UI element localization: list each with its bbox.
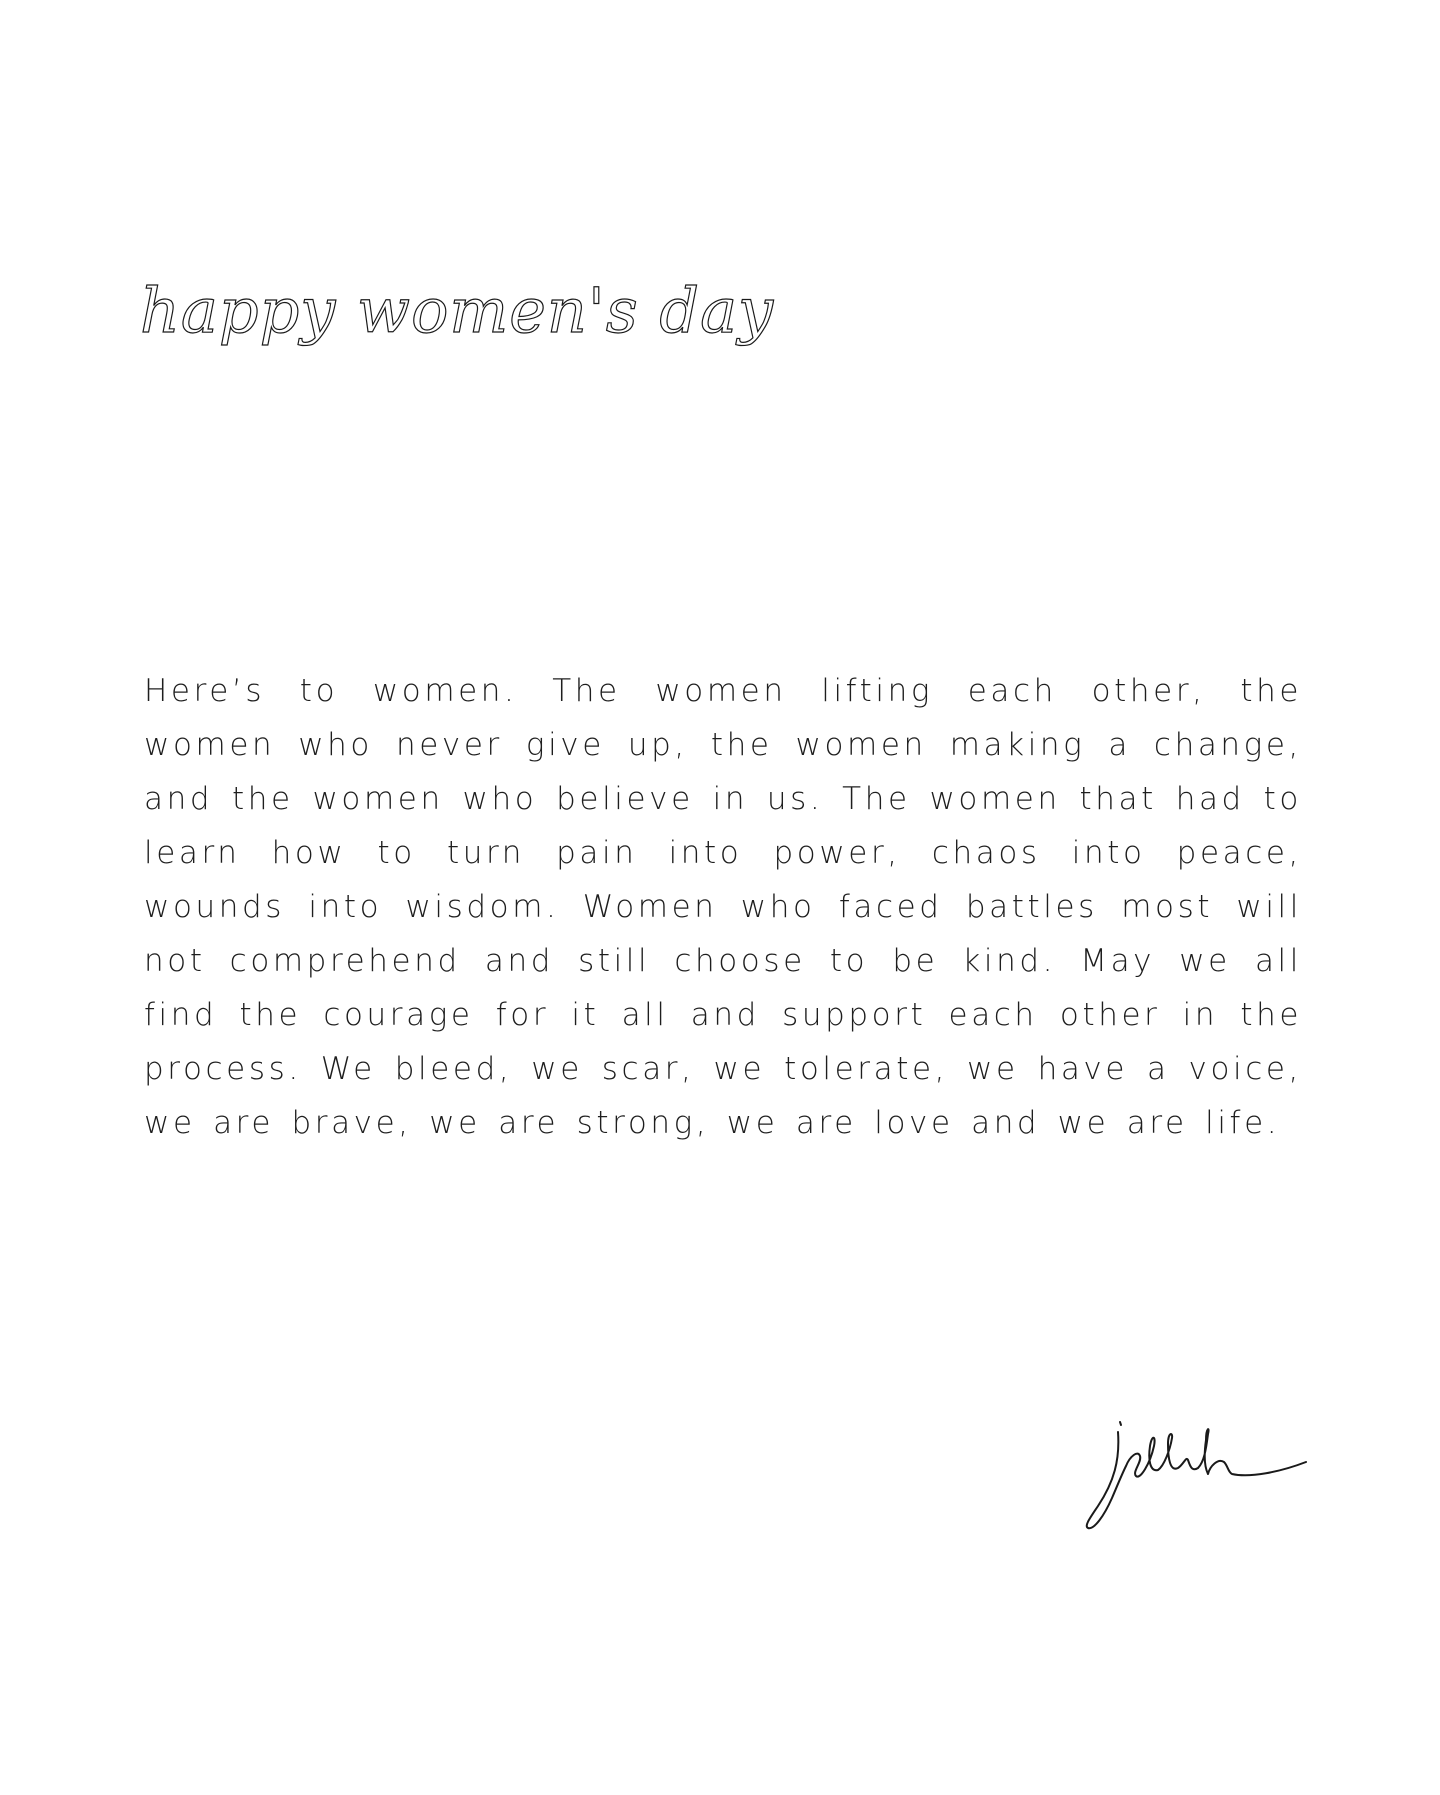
signature-stroke xyxy=(1087,1429,1306,1528)
heading-script xyxy=(140,270,775,380)
letter-body: Here’s to women. The women lifting each other, the women who never give up, the women making a change, and the women who believe in us. The women that had to learn how to turn pain into power, chaos into peace, wounds into wisdom. Women who faced battles most will not comprehend and still choose to be kind. May we all find the courage for it all and support each other in the process. We bleed, we scar, we tolerate, we have a voice, we are brave, we are strong, we are love and we are life. xyxy=(144,673,1302,1141)
handwritten-heading xyxy=(140,270,775,380)
signature-dot xyxy=(1120,1422,1121,1425)
signature xyxy=(1080,1420,1310,1530)
signature-mark xyxy=(1080,1420,1310,1530)
heading-text: happy women's day xyxy=(140,274,775,347)
